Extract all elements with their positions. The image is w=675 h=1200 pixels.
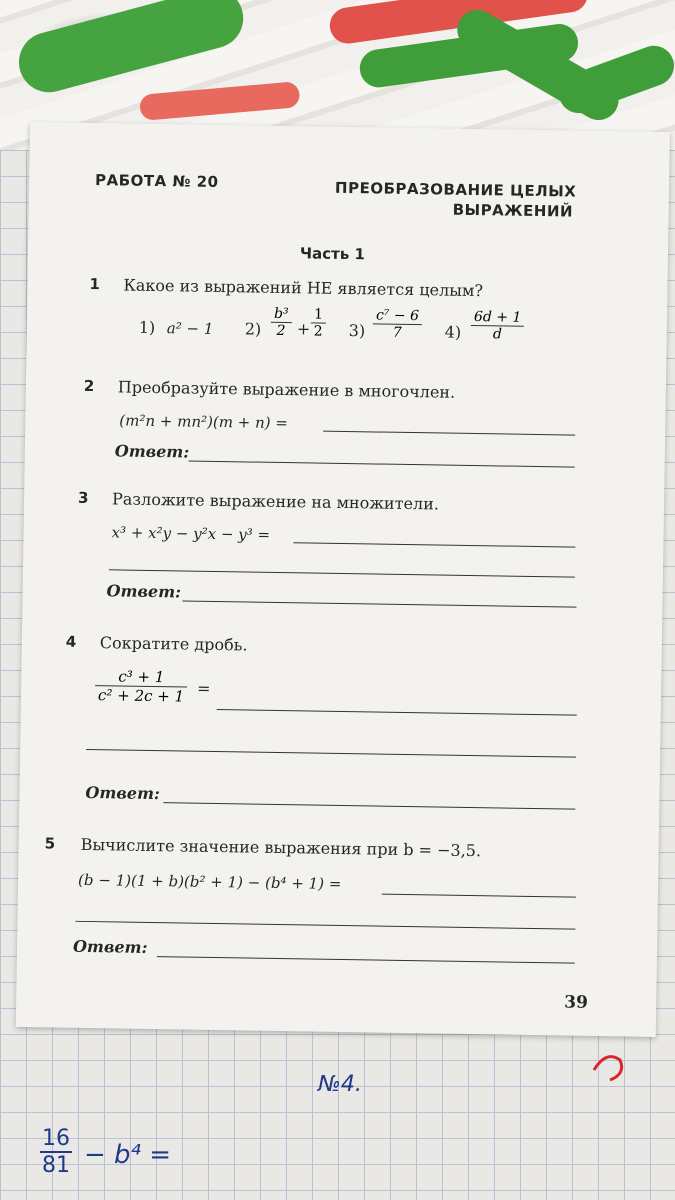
answer-line: [157, 956, 575, 964]
task-number: 3: [77, 488, 89, 507]
answer-label: Ответ:: [85, 782, 161, 804]
task-text: Преобразуйте выражение в многочлен.: [117, 377, 456, 402]
answer-line: [217, 709, 577, 716]
work-title: РАБОТА № 20: [94, 171, 219, 191]
handwritten-note: №4.: [318, 1072, 362, 1097]
task-expression: (m²n + mn²)(m + n) =: [119, 411, 289, 433]
answer-line: [189, 461, 575, 468]
task-text: Разложите выражение на множители.: [111, 489, 440, 514]
answer-line: [86, 749, 576, 758]
option-expression: a² − 1: [166, 319, 214, 338]
answer-label: Ответ:: [106, 581, 182, 602]
answer-line: [109, 569, 575, 577]
option-label: 4): [444, 322, 462, 342]
answer-line: [163, 802, 575, 809]
answer-line: [75, 921, 575, 930]
task-text: Вычислите значение выражения при b = −3,5.: [80, 834, 482, 861]
task-fraction: $\frac{\text{c³ + 1}}{\text{c² + 2c + 1}}$: [95, 667, 188, 705]
option-label: 3): [348, 321, 366, 341]
task-expression: x³ + x²y − y²x − y³ =: [111, 523, 271, 544]
red-stripe: [139, 81, 301, 121]
page-number: 39: [564, 992, 589, 1013]
fraction: $\frac{\text{c⁷ − 6}}{7}$: [373, 307, 423, 341]
green-stripe: [12, 0, 250, 99]
task-expression: (b − 1)(1 + b)(b² + 1) − (b⁴ + 1) =: [77, 870, 342, 893]
answer-line: [323, 431, 575, 436]
task-text: Какое из выражений НЕ является целым?: [123, 275, 484, 301]
plus-sign: +: [296, 319, 311, 339]
answer-label: Ответ:: [72, 936, 148, 957]
task-number: 5: [44, 834, 56, 853]
fraction: $\frac{1}{2}$: [311, 306, 326, 339]
red-pen-mark: [586, 1040, 636, 1090]
handwritten-expression: − b⁴ =: [84, 1140, 172, 1170]
option-label: 2): [244, 319, 262, 339]
fraction: $\frac{\text{b³}}{2}$: [271, 306, 292, 339]
worksheet-page: [16, 122, 670, 1037]
task-number: 1: [89, 274, 101, 294]
answer-line: [293, 542, 575, 547]
answer-line: [382, 894, 576, 898]
topic-line-1: ПРЕОБРАЗОВАНИЕ ЦЕЛЫХ: [334, 178, 577, 201]
task-number: 2: [83, 376, 95, 396]
option-label: 1): [138, 317, 156, 337]
equals-sign: =: [196, 678, 211, 698]
part-title: Часть 1: [299, 244, 366, 264]
answer-label: Ответ:: [114, 441, 190, 462]
topic-line-2: ВЫРАЖЕНИЙ: [452, 200, 574, 221]
task-number: 4: [65, 632, 77, 651]
fraction: $\frac{6d + 1}{d}$: [471, 309, 525, 343]
answer-line: [182, 600, 576, 607]
task-text: Сократите дробь.: [99, 633, 248, 655]
handwritten-fraction: 16 81: [42, 1126, 70, 1178]
